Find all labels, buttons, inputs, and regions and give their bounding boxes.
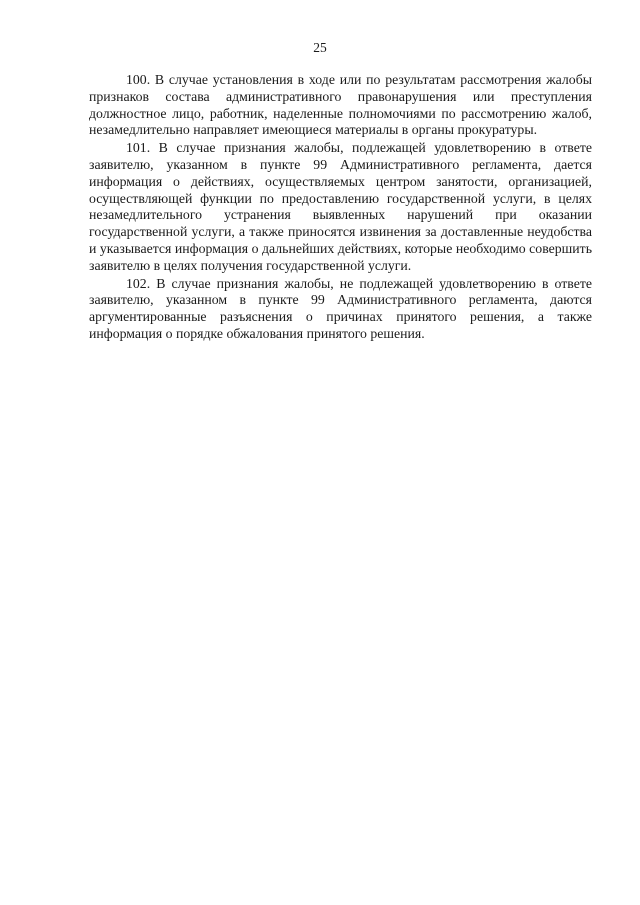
page-number: 25	[313, 40, 327, 55]
paragraph-101: 101. В случае признания жалобы, подлежащей удовлетворению в ответе заявителю, указанном в пункте 99 Административного регламента, дается информация о действиях, осуществляемых центром занятости, организацией, осуществляющей функции по предоставлению государственной услуги, в целях незамедлительного устранения выявленных нарушений при оказании государственной услуги, а также приносятся извинения за доставленные неудобства и указывается информация о дальнейших действиях, которые необходимо совершить заявителю в целях получения государственной услуги.	[89, 140, 592, 273]
document-body	[89, 72, 592, 343]
paragraph-102: 102. В случае признания жалобы, не подлежащей удовлетворению в ответе заявителю, указанном в пункте 99 Административного регламента, даются аргументированные разъяснения о причинах принятого решения, а также информация о порядке обжалования принятого решения.	[89, 275, 592, 341]
paragraph-100: 100. В случае установления в ходе или по результатам рассмотрения жалобы признаков состава административного правонарушения или преступления должностное лицо, работник, наделенные полномочиями по рассмотрению жалоб, незамедлительно направляет имеющиеся материалы в органы прокуратуры.	[89, 72, 592, 138]
